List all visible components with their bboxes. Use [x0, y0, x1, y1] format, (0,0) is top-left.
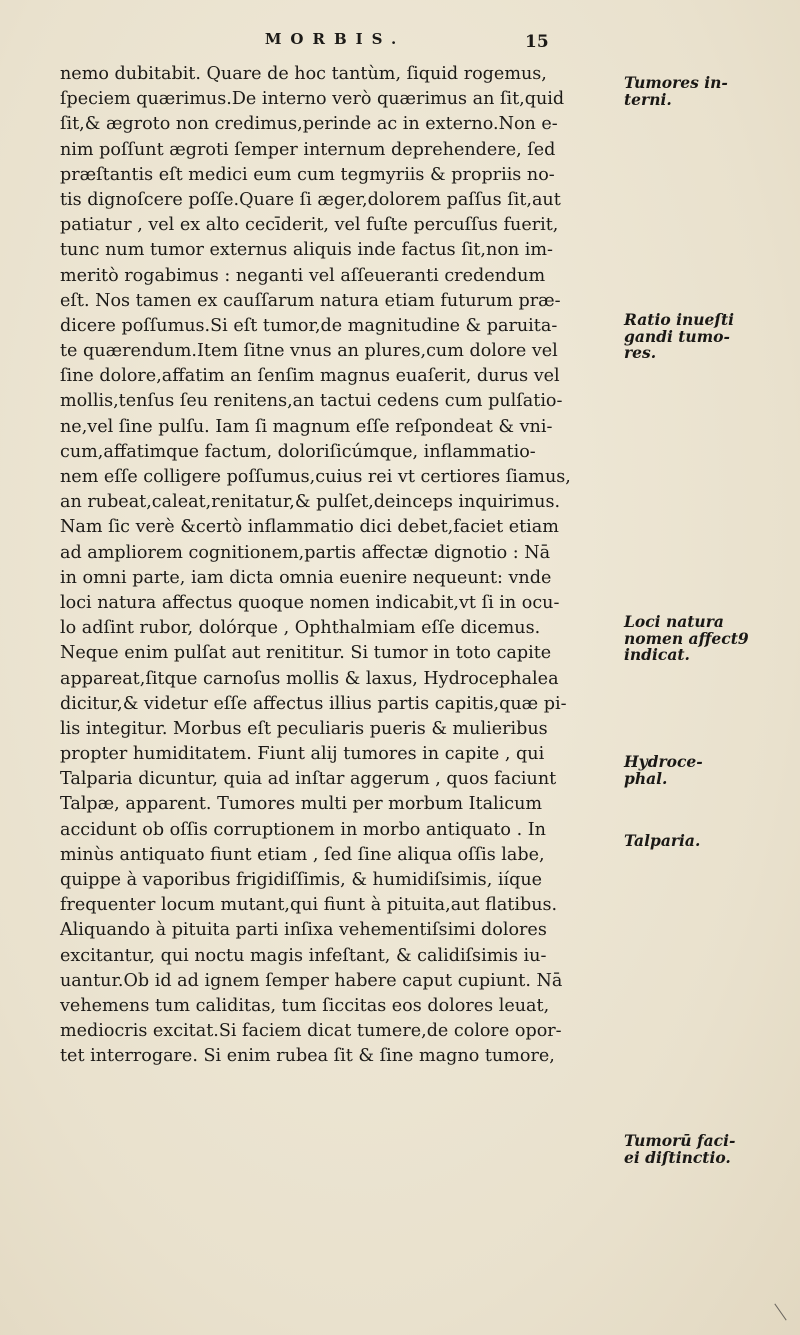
text-line: ſpeciem quærimus.De interno verò quærimus an ſit,quid	[60, 89, 565, 110]
text-line: vehemens tum caliditas, tum ſiccitas eos dolores leuat,	[60, 995, 550, 1016]
text-line: excitantur, qui noctu magis infeſtant, & calidiſsimis iu-	[60, 945, 547, 966]
text-line: an rubeat,caleat,renitatur,& pulſet,deinceps inquirimus.	[60, 492, 561, 513]
text-line: te quærendum.Item ſitne vnus an plures,cum dolore vel	[60, 341, 558, 362]
text-line: uantur.Ob id ad ignem ſemper habere caput cupiunt. Nā	[60, 970, 563, 991]
text-line: frequenter locum mutant,qui fiunt à pituita,aut flatibus.	[60, 895, 558, 916]
text-line: propter humiditatem. Fiunt alij tumores in capite , qui	[60, 744, 545, 765]
text-line: minùs antiquato fiunt etiam , ſed ſine aliqua oſſis labe,	[60, 844, 545, 865]
text-line: lis integitur. Morbus eſt peculiaris pueris & mulieribus	[60, 718, 548, 739]
margin-note-line: phal.	[624, 768, 668, 788]
text-line: eſt. Nos tamen ex cauſſarum natura etiam futurum præ-	[60, 290, 561, 311]
text-line: lo adſint rubor, dolórque , Ophthalmiam eſſe dicemus.	[60, 618, 541, 639]
margin-note-line: gandi tumo-	[624, 326, 730, 346]
text-line: patiatur , vel ex alto cecīderit, vel fuſte percuſſus fuerit,	[60, 215, 559, 236]
text-line: ad ampliorem cognitionem,partis affectæ dignotio : Nā	[60, 542, 551, 563]
text-line: mediocris excitat.Si faciem dicat tumere,de colore opor-	[60, 1021, 562, 1042]
margin-note-line: indicat.	[624, 645, 690, 664]
text-line: mollis,tenſus ſeu renitens,an tactui cedens cum pulſatio-	[60, 391, 563, 412]
margin-note-tumores-interni	[624, 75, 728, 108]
margin-note-line: Ratio inueſti	[624, 310, 735, 329]
margin-note-line: terni.	[624, 89, 672, 109]
text-line: Talpæ, apparent. Tumores multi per morbum Italicum	[60, 794, 543, 815]
margin-note-line: res.	[624, 343, 657, 362]
text-line: meritò rogabimus : neganti vel aſſeueranti credendum	[60, 265, 546, 286]
margin-note-loci-natura	[624, 614, 749, 664]
margin-note-line: Tumores in-	[624, 73, 728, 92]
text-line: præſtantis eſt medici eum cum tegmyriis & propriis no-	[60, 164, 555, 185]
text-line: accidunt ob oſſis corruptionem in morbo antiquato . In	[60, 819, 547, 840]
margin-note-line: Tumorū faci-	[624, 1131, 736, 1150]
text-line: appareat,ſitque carnoſus mollis & laxus, Hydrocephalea	[60, 668, 559, 689]
text-line: tet interrogare. Si enim rubea ſit & ſine magno tumore,	[60, 1046, 555, 1067]
margin-note-ratio-inuestigandi	[624, 312, 734, 362]
body-text	[60, 62, 620, 1070]
text-line: quippe à vaporibus frigidiſſimis, & humidiſsimis, iíque	[60, 870, 543, 890]
margin-note-line: Talparia.	[624, 831, 701, 850]
running-title: MORBIS.	[264, 30, 406, 48]
text-line: nim poſſunt ægroti ſemper internum deprehendere, ſed	[60, 139, 556, 160]
text-line: loci natura affectus quoque nomen indicabit,vt ſi in ocu-	[60, 592, 560, 613]
text-line: nemo dubitabit. Quare de hoc tantùm, ſiquid rogemus,	[60, 64, 547, 84]
text-line: dicere poſſumus.Si eſt tumor,de magnitudine & paruita-	[60, 315, 558, 336]
margin-note-line: nomen affect9	[624, 628, 749, 648]
text-line: in omni parte, iam dicta omnia euenire nequeunt: vnde	[60, 567, 552, 588]
text-line: Aliquando à pituita parti inſixa vehementiſsimi dolores	[60, 920, 547, 941]
stray-mark	[774, 1304, 786, 1321]
text-line: nem eſſe colligere poſſumus,cuius rei vt certiores ſiamus,	[60, 467, 571, 487]
text-line: Talparia dicuntur, quia ad inſtar aggerum , quos faciunt	[60, 769, 557, 790]
text-line: ſine dolore,affatim an ſenſim magnus euaſerit, durus vel	[60, 366, 560, 387]
page-number: 15	[525, 32, 549, 52]
margin-note-line: Loci natura	[624, 612, 724, 631]
text-line: Neque enim pulſat aut renititur. Si tumor in toto capite	[60, 643, 552, 664]
text-line: dicitur,& videtur eſſe affectus illius partis capitis,quæ pi-	[60, 693, 567, 714]
text-line: tunc num tumor externus aliquis inde factus ſit,non im-	[60, 240, 553, 261]
margin-note-hydrocephal	[624, 754, 703, 787]
text-line: ſit,& ægroto non credimus,perinde ac in externo.Non e-	[60, 114, 558, 135]
text-line: tis dignoſcere poſſe.Quare ſi æger,dolorem paſſus ſit,aut	[60, 189, 561, 210]
margin-note-line: Hydroce-	[624, 752, 703, 771]
margin-note-talparia	[624, 833, 700, 850]
margin-note-line: ei diſtinctio.	[624, 1147, 731, 1167]
text-line: Nam ſic verè &certò inflammatio dici debet,faciet etiam	[60, 517, 559, 538]
text-line: cum,affatimque factum, doloriſicúmque, inflammatio-	[60, 441, 536, 462]
text-line: ne,vel ſine pulſu. Iam ſi magnum eſſe reſpondeat & vni-	[60, 416, 553, 437]
margin-note-tumorum-faciei	[624, 1133, 735, 1166]
